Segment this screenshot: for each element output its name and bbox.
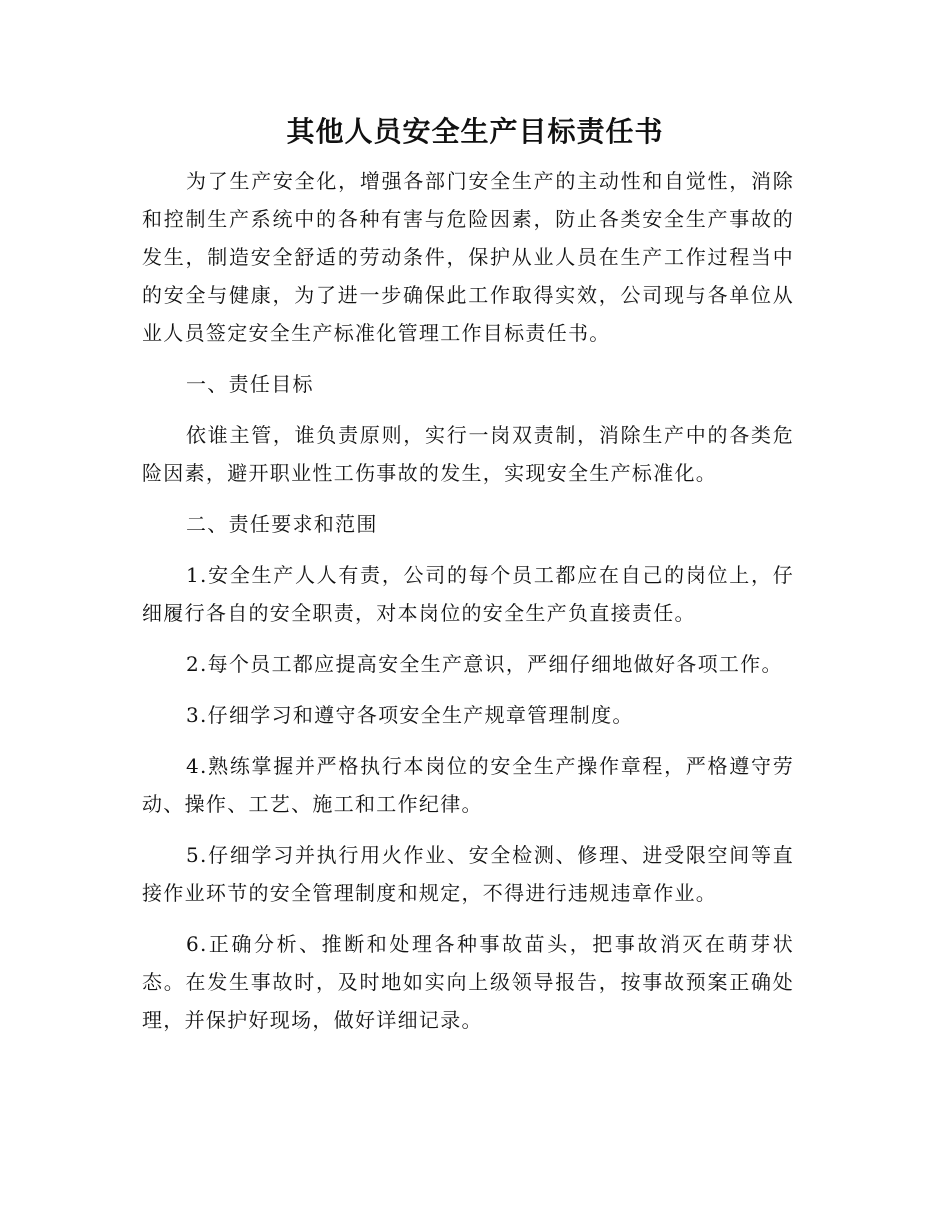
intro-paragraph: 为了生产安全化，增强各部门安全生产的主动性和自觉性，消除和控制生产系统中的各种有害与危险因素，防止各类安全生产事故的发生，制造安全舒适的劳动条件，保护从业人员在生产工作过程当中的安全与健康，为了进一步确保此工作取得实效，公司现与各单位从业人员签定安全生产标准化管理工作目标责任书。 bbox=[142, 169, 794, 345]
requirement-item-4: 4.熟练掌握并严格执行本岗位的安全生产操作章程，严格遵守劳动、操作、工艺、施工和工作纪律。 bbox=[142, 754, 794, 816]
requirement-item-5: 5.仔细学习并执行用火作业、安全检测、修理、进受限空间等直接作业环节的安全管理制度和规定，不得进行违规违章作业。 bbox=[142, 843, 794, 905]
requirement-item-1: 1.安全生产人人有责，公司的每个员工都应在自己的岗位上，仔细履行各自的安全职责，对本岗位的安全生产负直接责任。 bbox=[142, 563, 794, 625]
section-heading-requirements-scope: 二、责任要求和范围 bbox=[186, 512, 378, 536]
responsibility-goal-paragraph: 依谁主管，谁负责原则，实行一岗双责制，消除生产中的各类危险因素，避开职业性工伤事故的发生，实现安全生产标准化。 bbox=[142, 423, 794, 485]
requirement-item-2: 2.每个员工都应提高安全生产意识，严细仔细地做好各项工作。 bbox=[186, 652, 783, 676]
document-title: 其他人员安全生产目标责任书 bbox=[286, 115, 664, 148]
requirement-item-3: 3.仔细学习和遵守各项安全生产规章管理制度。 bbox=[186, 703, 634, 727]
section-heading-responsibility-goal: 一、责任目标 bbox=[186, 372, 314, 396]
requirement-item-6: 6.正确分析、推断和处理各种事故苗头，把事故消灭在萌芽状态。在发生事故时，及时地如实向上级领导报告，按事故预案正确处理，并保护好现场，做好详细记录。 bbox=[142, 932, 794, 1032]
document-body bbox=[142, 162, 794, 1052]
